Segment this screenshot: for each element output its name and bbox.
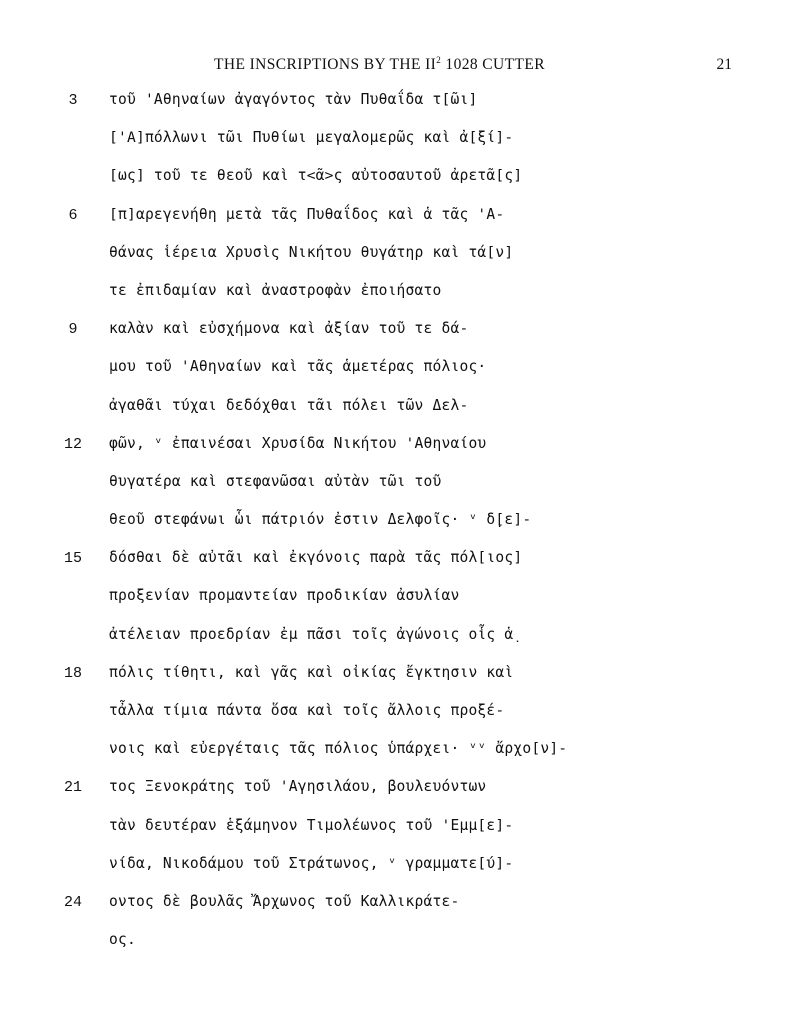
line-text: τἆλλα τίμια πάντα ὅσα καὶ τοῖς ἄλλοις προξέ- xyxy=(109,702,505,719)
line-text: τος Ξενοκράτης τοῦ 'Αγησιλάου, βουλευόντων xyxy=(109,778,487,796)
inscription-line xyxy=(0,664,792,702)
line-number: 3 xyxy=(68,92,78,109)
line-text: νοις καὶ εὐεργέταις τᾶς πόλιος ὑπάρχει· ᵛᵛ ἄρχο[ν]- xyxy=(109,740,568,758)
line-text: προξενίαν προμαντείαν προδικίαν ἀσυλίαν xyxy=(109,587,460,605)
inscription-line xyxy=(0,358,792,396)
line-text: θυγατέρα καὶ στεφανῶσαι αὐτὰν τῶι τοῦ xyxy=(109,472,442,490)
inscription-line xyxy=(0,511,792,549)
inscription-line xyxy=(0,129,792,167)
line-text: καλὰν καὶ εὐσχήμονα καὶ ἀξίαν τοῦ τε δά- xyxy=(109,320,469,338)
inscription-line xyxy=(0,740,792,778)
inscription-line xyxy=(0,91,792,129)
line-text: θάνας ἱέρεια Χρυσὶς Νικήτου θυγάτηρ καὶ τά[ν] xyxy=(109,243,514,261)
inscription-line xyxy=(0,587,792,625)
line-text: τὰν δευτέραν ἑξάμηνον Τιμολέωνος τοῦ 'Εμμ[ε]- xyxy=(109,816,514,834)
line-text: μου τοῦ 'Αθηναίων καὶ τᾶς ἁμετέρας πόλιος· xyxy=(109,358,487,376)
inscription-line xyxy=(0,320,792,358)
line-text: πόλις τίθητι, καὶ γᾶς καὶ οἰκίας ἔγκτησιν καὶ xyxy=(109,663,514,681)
line-number: 18 xyxy=(63,664,82,682)
running-head-title-suffix: 1028 CUTTER xyxy=(441,56,545,73)
inscription-line xyxy=(0,435,792,473)
line-number: 9 xyxy=(68,321,78,339)
running-head-title-prefix: THE INSCRIPTIONS BY THE II xyxy=(214,56,437,73)
inscription-line xyxy=(0,778,792,816)
line-text: θεοῦ στεφάνωι ὧι πάτριόν ἐστιν Δελφοῖς· ᵛ δ̣[ε]- xyxy=(109,511,532,529)
line-number: 24 xyxy=(63,893,82,911)
inscription-line xyxy=(0,893,792,931)
inscription-line xyxy=(0,626,792,664)
page-number: 21 xyxy=(716,56,732,73)
line-text: [π]αρεγενήθη μετὰ τᾶς Πυθαΐδος καὶ ἁ τᾶς 'Α- xyxy=(109,205,505,223)
running-head-superscript: 2 xyxy=(436,54,442,65)
line-text: [ως] τοῦ τε θεοῦ καὶ τ<ᾶ>ς αὐτοσαυτοῦ ἀρετᾶ[ς] xyxy=(109,167,523,185)
line-text: δόσθαι δὲ αὐτᾶι καὶ ἐκγόνοις παρὰ τᾶς πόλ[ιος] xyxy=(109,549,523,567)
line-text: τοῦ 'Αθηναίων ἀγαγόντος τὰν Πυθαΐδα τ[ῶι] xyxy=(109,91,478,108)
running-head xyxy=(0,56,792,78)
inscription-line xyxy=(0,167,792,205)
inscription-line xyxy=(0,817,792,855)
inscription-line xyxy=(0,397,792,435)
line-text: ἀγαθᾶι τύχαι δεδόχθαι τᾶι πόλει τῶν Δελ- xyxy=(109,396,469,414)
line-text: φῶν, ᵛ ἐπαινέσαι Χρυσίδα Νικήτου 'Αθηναίου xyxy=(109,434,487,452)
inscription-line xyxy=(0,206,792,244)
inscription-line xyxy=(0,473,792,511)
line-number: 12 xyxy=(63,435,82,453)
inscription-text xyxy=(0,91,792,969)
line-number: 15 xyxy=(63,550,82,568)
running-head-title xyxy=(214,56,545,74)
inscription-line xyxy=(0,855,792,893)
inscription-line xyxy=(0,549,792,587)
inscription-line xyxy=(0,282,792,320)
line-text: ['A]πόλλωνι τῶι Πυθίωι μεγαλομερῶς καὶ ἀ[ξί]- xyxy=(109,129,514,147)
line-text: ος. xyxy=(109,931,136,949)
line-text: οντος δὲ βουλᾶς Ἄρχωνος τοῦ Καλλικράτε- xyxy=(109,892,460,910)
line-number: 21 xyxy=(63,779,82,797)
line-text: νίδα, Νικοδάμου τοῦ Στράτωνος, ᵛ γραμματε[ύ]- xyxy=(109,854,514,872)
line-number: 6 xyxy=(68,206,78,224)
inscription-line xyxy=(0,244,792,282)
inscription-line xyxy=(0,931,792,969)
line-text: τε ἐπιδαμίαν καὶ ἀναστροφὰν ἐποιήσατο xyxy=(109,281,442,299)
line-text: ἀτέλειαν προεδρίαν ἐμ πᾶσι τοῖς ἀγώνοις οἷς ἁ̣ xyxy=(109,625,514,643)
inscription-line xyxy=(0,702,792,740)
